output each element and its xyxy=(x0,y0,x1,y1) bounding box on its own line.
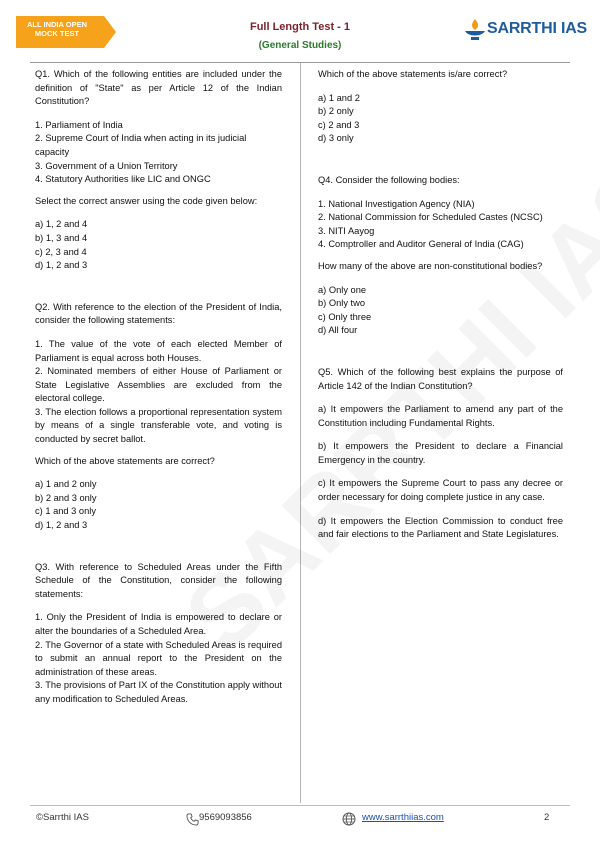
q1-item: 2. Supreme Court of India when acting in its judicial capacity xyxy=(35,133,247,157)
q1-option: d) 1, 2 and 3 xyxy=(35,260,88,271)
q4-statements xyxy=(318,198,563,252)
globe-icon xyxy=(342,812,356,826)
column-divider xyxy=(300,63,301,803)
q4-item: 2. National Commission for Scheduled Castes (NCSC) xyxy=(318,212,543,223)
q3-prompt: Which of the above statements is/are correct? xyxy=(318,69,508,79)
q2-option: d) 1, 2 and 3 xyxy=(35,520,88,531)
q4-option: a) Only one xyxy=(318,284,367,295)
q5-option: b) It empowers the President to declare a Financial Emergency in the country. xyxy=(318,441,563,465)
footer-divider xyxy=(30,805,570,806)
q4-question: Q4. Consider the following bodies: xyxy=(318,174,460,185)
brand-logo xyxy=(462,17,587,43)
q1-option: a) 1, 2 and 4 xyxy=(35,219,88,230)
q2-option: c) 1 and 3 only xyxy=(35,506,96,517)
q2-option: a) 1 and 2 only xyxy=(35,479,97,490)
q3-options xyxy=(318,92,563,146)
q2-item: 1. The value of the vote of each elected Member of Parliament is equal across both Houses. xyxy=(35,338,282,363)
q2-question: Q2. With reference to the election of the President of India, consider the following statements: xyxy=(35,301,282,326)
q2-item: 2. Nominated members of either House of Parliament or State Legislative Assemblies are excluded from the electoral college. xyxy=(35,366,282,404)
q3-statements xyxy=(35,611,282,706)
q1-statements xyxy=(35,119,282,187)
right-column xyxy=(318,68,563,552)
q4-option: d) All four xyxy=(318,325,358,336)
q2-statements xyxy=(35,338,282,447)
q3-option: d) 3 only xyxy=(318,133,354,144)
q2-option: b) 2 and 3 only xyxy=(35,492,97,503)
q3-option: a) 1 and 2 xyxy=(318,92,360,103)
q1-prompt: Select the correct answer using the code given below: xyxy=(35,195,258,206)
footer-copyright: ©Sarrthi IAS xyxy=(36,812,89,823)
left-column xyxy=(35,68,282,707)
q5-option: d) It empowers the Election Commission to conduct free and fair elections to the Parliament and State Legislatures. xyxy=(318,515,563,540)
q4-prompt: How many of the above are non-constitutional bodies? xyxy=(318,260,543,271)
q2-prompt: Which of the above statements are correct? xyxy=(35,455,215,466)
phone-icon xyxy=(186,813,199,826)
q3-item: 3. The provisions of Part IX of the Constitution apply without any modification to Scheduled Areas. xyxy=(35,680,282,704)
page-number: 2 xyxy=(544,812,550,823)
q2-item: 3. The election follows a proportional representation system by means of a single transferable vote, and voting is conducted by secret ballot. xyxy=(35,406,282,445)
q5-option: c) It empowers the Supreme Court to pass any decree or order necessary for doing complete justice in any case. xyxy=(318,478,563,503)
q5-question: Q5. Which of the following best explains the purpose of Article 142 of the Indian Constitution? xyxy=(318,366,563,391)
q1-item: 3. Government of a Union Territory xyxy=(35,160,178,171)
brand-name: SARRTHI IAS xyxy=(487,20,588,37)
mock-test-badge: ALL INDIA OPEN MOCK TEST xyxy=(26,20,87,38)
q4-item: 4. Comptroller and Auditor General of India (CAG) xyxy=(318,239,524,250)
footer-website-link[interactable]: www.sarrthiias.com xyxy=(362,812,444,823)
q1-item: 1. Parliament of India xyxy=(35,119,123,130)
q4-option: b) Only two xyxy=(318,298,366,309)
q4-options xyxy=(318,284,563,338)
q3-item: 1. Only the President of India is empowered to declare or alter the boundaries of a Scheduled Area. xyxy=(35,612,282,636)
q1-option: b) 1, 3 and 4 xyxy=(35,232,88,243)
q1-option: c) 2, 3 and 4 xyxy=(35,246,87,257)
q3-option: b) 2 only xyxy=(318,106,354,117)
q3-option: c) 2 and 3 xyxy=(318,119,360,130)
lamp-logo-icon xyxy=(462,17,488,43)
q4-item: 1. National Investigation Agency (NIA) xyxy=(318,198,475,209)
q1-item: 4. Statutory Authorities like LIC and ONGC xyxy=(35,174,211,185)
q3-question: Q3. With reference to Scheduled Areas under the Fifth Schedule of the Constitution, consider the following statements: xyxy=(35,561,282,599)
q1-question: Q1. Which of the following entities are included under the definition of "State" as per Article 12 of the Indian Constitution? xyxy=(35,69,282,107)
q1-options xyxy=(35,218,282,272)
test-title: Full Length Test - 1 xyxy=(249,21,350,33)
q5-option: a) It empowers the Parliament to amend any part of the Constitution including Fundamental Rights. xyxy=(318,404,563,428)
footer-phone: 9569093856 xyxy=(199,812,252,823)
test-subtitle: (General Studies) xyxy=(258,40,342,51)
q2-options xyxy=(35,478,282,532)
q3-item: 2. The Governor of a state with Scheduled Areas is required to submit an annual report to the President on the administration of these areas. xyxy=(35,639,282,677)
q4-option: c) Only three xyxy=(318,311,372,322)
q4-item: 3. NITI Aayog xyxy=(318,225,375,236)
